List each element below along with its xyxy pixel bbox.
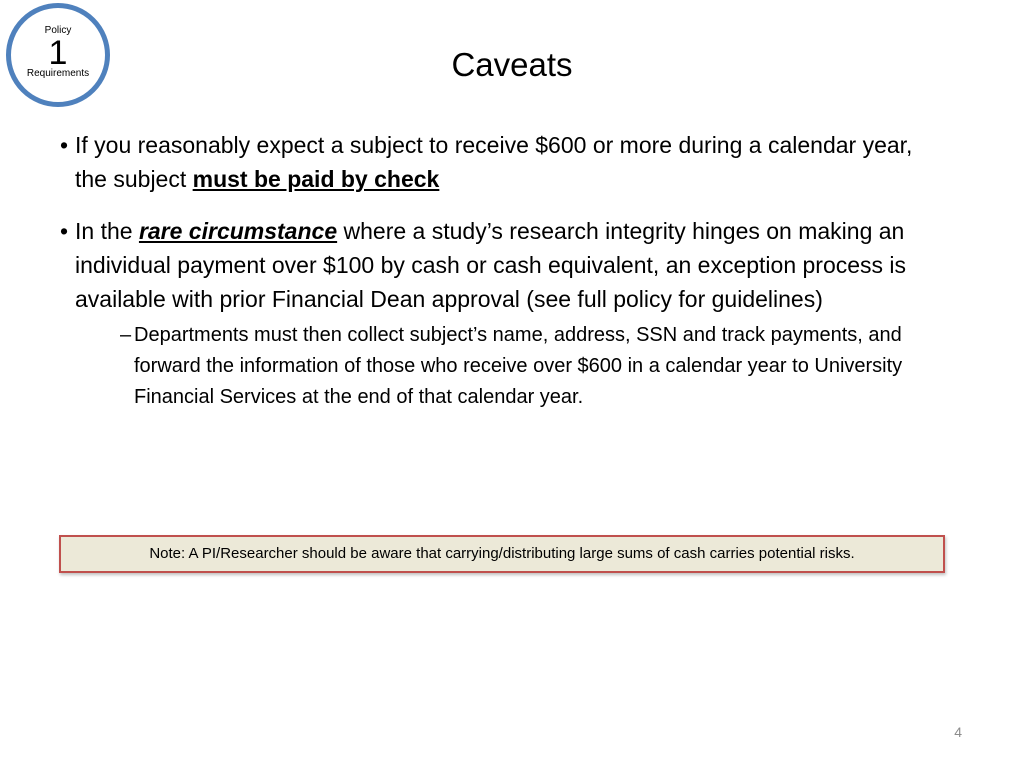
page-number: 4 (954, 724, 962, 740)
sub-bullet-dash: – (120, 324, 132, 346)
bullet-list (60, 128, 940, 431)
bullet-emphasis: rare circumstance (138, 218, 338, 244)
bullet-item (60, 214, 940, 413)
bullet-text: If you reasonably expect a subject to receive $600 or more during a calendar year, the subject (75, 132, 913, 192)
badge-top-label: Policy (44, 25, 72, 36)
slide-title: Caveats (451, 46, 573, 83)
bullet-text-after: where a study’s research integrity hinges on making an individual payment over $100 by cash or cash equivalent, an exception process is available with prior Financial Dean approval (see full policy for guidelines) (75, 218, 907, 312)
note-text: Note: A PI/Researcher should be aware that carrying/distributing large sums of cash carries potential risks. (149, 545, 855, 562)
badge-bottom-label: Requirements (26, 68, 90, 79)
sub-bullet-text: Departments must then collect subject’s name, address, SSN and track payments, and forward the information of those who receive over $600 in a calendar year to University Financial Services at the end of that calendar year. (134, 324, 903, 408)
bullet-dot: • (60, 218, 69, 244)
sub-bullet-item (120, 320, 940, 413)
bullet-emphasis: must be paid by check (192, 166, 440, 192)
note-box (59, 535, 945, 573)
badge-number: 1 (48, 34, 68, 72)
bullet-dot: • (60, 132, 69, 158)
bullet-text: In the (75, 218, 139, 244)
bullet-item (60, 128, 940, 196)
